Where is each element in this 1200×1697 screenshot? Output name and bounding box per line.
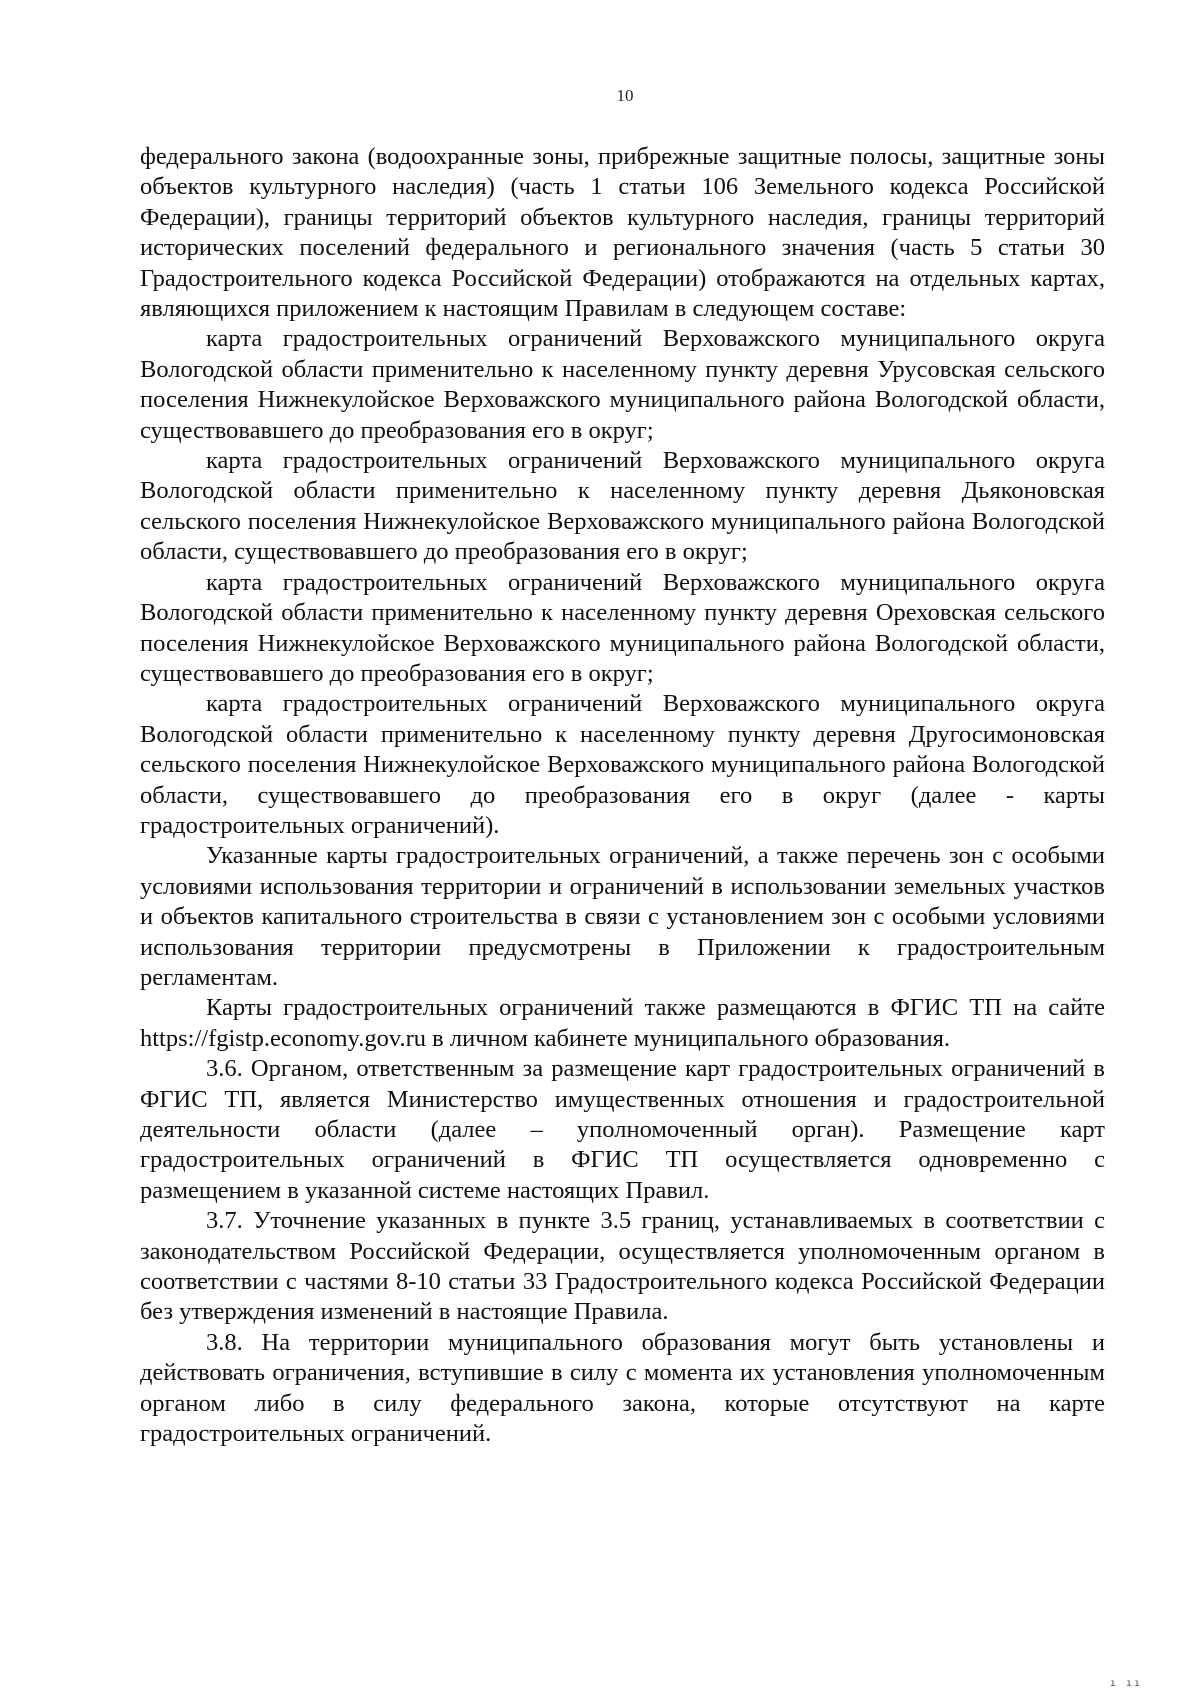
paragraph: карта градостроительных ограничений Верховажского муниципального округа Вологодской области применительно к населенному пункту деревня Дьяконовская сельского поселения Нижнекулойское Верховажского муниципального района Вологодской области, существовавшего до преобразования его в округ; [140, 447, 1105, 566]
paragraph: федерального закона (водоохранные зоны, прибрежные защитные полосы, защитные зоны объектов культурного наследия) (часть 1 статьи 106 Земельного кодекса Российской Федерации), границы территорий объектов культурного наследия, границы территорий исторических поселений федерального и регионального значения (часть 5 статьи 30 Градостроительного кодекса Российской Федерации) отображаются на отдельных картах, являющихся приложением к настоящим Правилам в следующем составе: [140, 143, 1105, 323]
paragraph: карта градостроительных ограничений Верховажского муниципального округа Вологодской области применительно к населенному пункту деревня Другосимоновская сельского поселения Нижнекулойское Верховажского муниципального района Вологодской области, существовавшего до преобразования его в округ (далее - карты градостроительных ограничений). [140, 690, 1105, 839]
document-body [140, 142, 1105, 1449]
page-number: 10 [616, 86, 634, 105]
paragraph: карта градостроительных ограничений Верховажского муниципального округа Вологодской области применительно к населенному пункту деревня Ореховская сельского поселения Нижнекулойское Верховажского муниципального района Вологодской области, существовавшего до преобразования его в округ; [140, 568, 1105, 687]
paragraph: карта градостроительных ограничений Верховажского муниципального округа Вологодской области применительно к населенному пункту деревня Урусовская сельского поселения Нижнекулойское Верховажского муниципального района Вологодской области, существовавшего до преобразования его в округ; [140, 325, 1105, 444]
scan-mark: ı ıı [1109, 1678, 1142, 1689]
paragraph: 3.6. Органом, ответственным за размещение карт градостроительных ограничений в ФГИС ТП, является Министерство имущественных отношения и градостроительной деятельности области (далее – уполномоченный орган). Размещение карт градостроительных ограничений в ФГИС ТП осуществляется одновременно с размещением в указанной системе настоящих Правил. [140, 1055, 1105, 1204]
paragraph: Указанные карты градостроительных ограничений, а также перечень зон с особыми условиями использования территории и ограничений в использовании земельных участков и объектов капитального строительства в связи с установлением зон с особыми условиями использования территории предусмотрены в Приложении к градостроительным регламентам. [140, 842, 1105, 991]
paragraph: 3.8. На территории муниципального образования могут быть установлены и действовать ограничения, вступившие в силу с момента их установления уполномоченным органом либо в силу федерального закона, которые отсутствуют на карте градостроительных ограничений. [140, 1328, 1105, 1448]
paragraph: 3.7. Уточнение указанных в пункте 3.5 границ, устанавливаемых в соответствии с законодательством Российской Федерации, осуществляется уполномоченным органом в соответствии с частями 8-10 статьи 33 Градостроительного кодекса Российской Федерации без утверждения изменений в настоящие Правила. [140, 1207, 1105, 1326]
paragraph: Карты градостроительных ограничений также размещаются в ФГИС ТП на сайте https://fgistp.economy.gov.ru в личном кабинете муниципального образования. [140, 994, 1105, 1052]
